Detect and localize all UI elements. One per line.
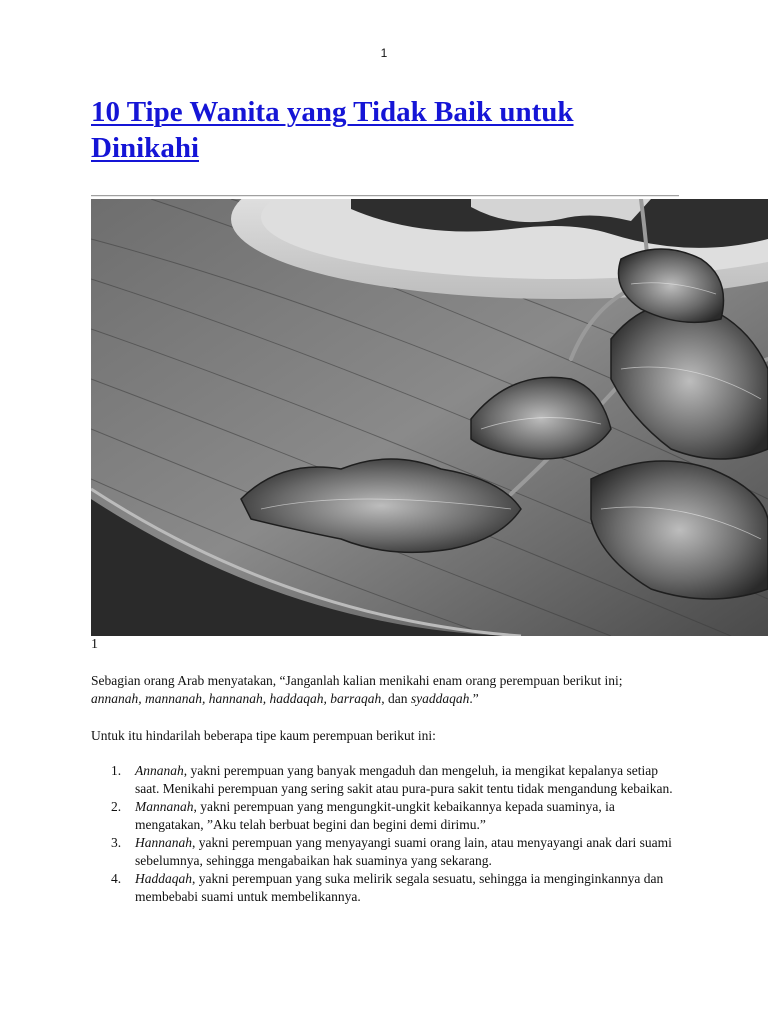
list-item (91, 798, 681, 834)
image-caption: 1 (91, 637, 98, 652)
intro-last-name: syaddaqah (410, 691, 470, 706)
intro-paragraph (91, 672, 671, 708)
list-item-number: 1. (111, 763, 122, 778)
list-item (91, 762, 681, 798)
women-types-list (91, 762, 681, 906)
list-item-term: Annanah (135, 763, 184, 778)
intro-text-before: Sebagian orang Arab menyatakan, “Janganlah kalian menikahi enam orang perempuan berikut ini; (91, 673, 623, 688)
article-photo (91, 199, 768, 636)
intro-text-middle: , dan (381, 691, 411, 706)
list-item (91, 870, 681, 906)
lead-in-paragraph: Untuk itu hindarilah beberapa tipe kaum perempuan berikut ini: (91, 728, 436, 743)
list-item-term: Hannanah (135, 835, 192, 850)
list-item-number: 3. (111, 835, 122, 850)
intro-text-after: .” (469, 691, 479, 706)
list-item-term: Mannanah (135, 799, 194, 814)
list-item-description: , yakni perempuan yang suka melirik segala sesuatu, sehingga ia menginginkannya dan membebabi suami untuk membelikannya. (135, 871, 664, 904)
list-item-number: 2. (111, 799, 122, 814)
list-item-number: 4. (111, 871, 122, 886)
intro-names-list: annanah, mannanah, hannanah, haddaqah, barraqah (91, 691, 382, 706)
horizontal-rule (91, 195, 679, 197)
list-item-term: Haddaqah (135, 871, 192, 886)
dried-leaves-illustration (91, 199, 768, 636)
article-title-link[interactable]: 10 Tipe Wanita yang Tidak Baik untuk Dinikahi (91, 96, 574, 164)
list-item-description: , yakni perempuan yang banyak mengaduh dan mengeluh, ia mengikat kepalanya setiap saat. Menikahi perempuan yang sering sakit atau pura-pura sakit tentu tidak mengandung kebaikan. (135, 763, 673, 796)
list-item (91, 834, 681, 870)
page-number: 1 (380, 46, 388, 60)
list-item-description: , yakni perempuan yang mengungkit-ungkit kebaikannya kepada suaminya, ia mengatakan, ”Aku telah berbuat begini dan begini demi dirimu.” (135, 799, 615, 832)
list-item-description: , yakni perempuan yang menyayangi suami orang lain, atau menyayangi anak dari suami sebelumnya, sehingga mengabaikan hak suaminya yang sekarang. (135, 835, 672, 868)
